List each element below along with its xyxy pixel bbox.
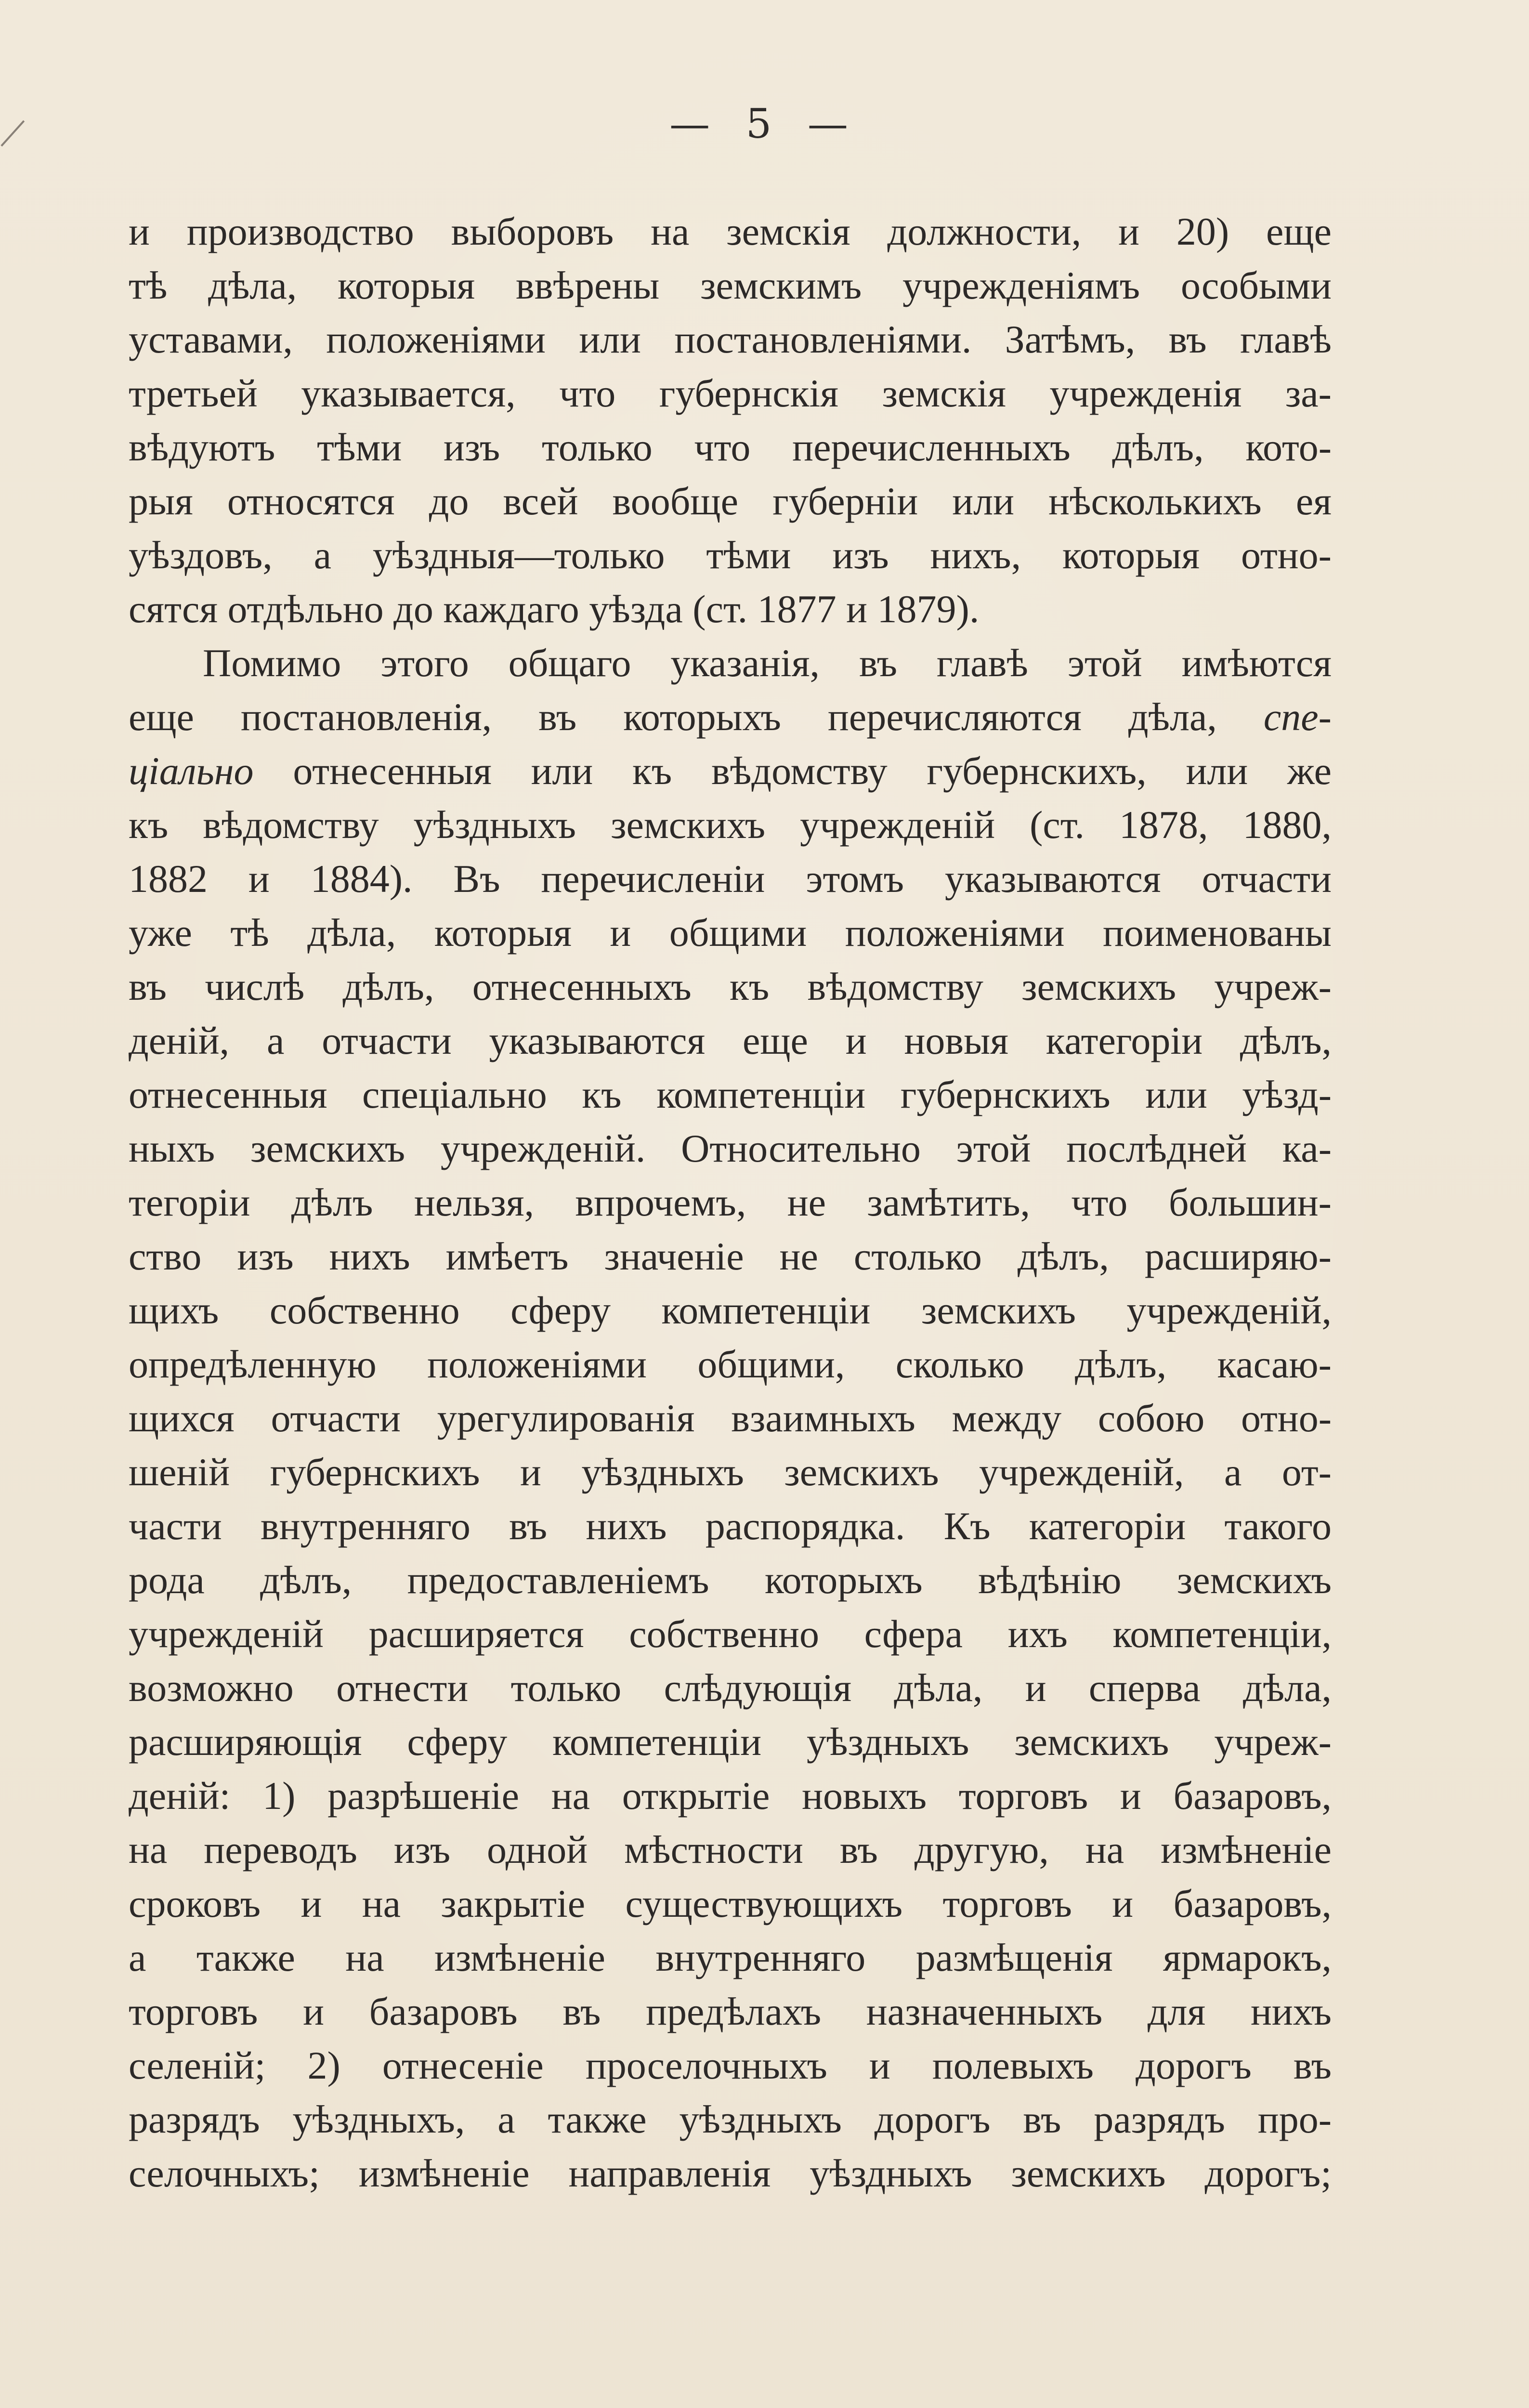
- text-line: вѣдуютъ тѣми изъ только что перечисленныхъ дѣлъ, кото-: [129, 425, 1332, 469]
- text-line: рода дѣлъ, предоставленіемъ которыхъ вѣдѣнію земскихъ: [129, 1558, 1332, 1602]
- text-line: на переводъ изъ одной мѣстности въ другую, на измѣненіе: [129, 1828, 1332, 1871]
- italic-text-segment: ціально: [129, 749, 254, 793]
- text-line: и производство выборовъ на земскія должности, и 20) еще: [129, 209, 1332, 253]
- text-line: отнесенныя спеціально къ компетенціи губернскихъ или уѣзд-: [129, 1073, 1332, 1116]
- text-line: рыя относятся до всей вообще губерніи или нѣсколькихъ ея: [129, 479, 1332, 523]
- text-line: уѣздовъ, а уѣздныя—только тѣми изъ нихъ, которыя отно-: [129, 533, 1332, 577]
- text-line: [129, 690, 1332, 744]
- text-line: въ числѣ дѣлъ, отнесенныхъ къ вѣдомству земскихъ учреж-: [129, 965, 1332, 1008]
- text-line: [129, 744, 1332, 798]
- text-line: части внутренняго въ нихъ распорядка. Къ категоріи такого: [129, 1504, 1332, 1548]
- text-line: опредѣленную положеніями общими, сколько дѣлъ, касаю-: [129, 1342, 1332, 1386]
- text-line: сятся отдѣльно до каждаго уѣзда (ст. 1877 и 1879).: [129, 587, 980, 631]
- text-line: деній, а отчасти указываются еще и новыя категоріи дѣлъ,: [129, 1019, 1332, 1062]
- text-line: учрежденій расширяется собственно сфера ихъ компетенціи,: [129, 1612, 1332, 1656]
- text-line: а также на измѣненіе внутренняго размѣщенія ярмарокъ,: [129, 1936, 1332, 1979]
- text-line: сроковъ и на закрытіе существующихъ торговъ и базаровъ,: [129, 1882, 1332, 1925]
- page-text: [129, 205, 1332, 2200]
- page-number: — 5 —: [669, 100, 860, 147]
- text-line: расширяющія сферу компетенціи уѣздныхъ земскихъ учреж-: [129, 1720, 1332, 1764]
- text-line: 1882 и 1884). Въ перечисленіи этомъ указываются отчасти: [129, 857, 1332, 901]
- text-line: тегоріи дѣлъ нельзя, впрочемъ, не замѣтить, что большин-: [129, 1180, 1332, 1224]
- text-line: ство изъ нихъ имѣетъ значеніе не столько дѣлъ, расширяю-: [129, 1234, 1332, 1278]
- text-line: тѣ дѣла, которыя ввѣрены земскимъ учрежденіямъ особыми: [129, 263, 1332, 307]
- text-line: возможно отнести только слѣдующія дѣла, и сперва дѣла,: [129, 1666, 1332, 1710]
- paragraph-first-line: Помимо этого общаго указанія, въ главѣ этой имѣются: [203, 641, 1332, 685]
- text-line: щихся отчасти урегулированія взаимныхъ между собою отно-: [129, 1396, 1332, 1440]
- text-line: деній: 1) разрѣшеніе на открытіе новыхъ торговъ и базаровъ,: [129, 1774, 1332, 1818]
- text-line: разрядъ уѣздныхъ, а также уѣздныхъ дорогъ въ разрядъ про-: [129, 2097, 1332, 2141]
- text-line: уставами, положеніями или постановленіями. Затѣмъ, въ главѣ: [129, 317, 1332, 361]
- text-line: селочныхъ; измѣненіе направленія уѣздныхъ земскихъ дорогъ;: [129, 2151, 1332, 2195]
- text-line: къ вѣдомству уѣздныхъ земскихъ учрежденій (ст. 1878, 1880,: [129, 803, 1332, 847]
- italic-text-segment: спе-: [1263, 695, 1332, 739]
- text-segment: отнесенныя или къ вѣдомству губернскихъ, или же: [293, 749, 1332, 793]
- text-line: ныхъ земскихъ учрежденій. Относительно этой послѣдней ка-: [129, 1126, 1332, 1170]
- text-line: щихъ собственно сферу компетенціи земскихъ учрежденій,: [129, 1288, 1332, 1332]
- text-line: уже тѣ дѣла, которыя и общими положеніями поименованы: [129, 911, 1332, 955]
- text-line: шеній губернскихъ и уѣздныхъ земскихъ учрежденій, а от-: [129, 1450, 1332, 1494]
- text-segment: еще постановленія, въ которыхъ перечисляются дѣла,: [129, 695, 1217, 739]
- text-line: третьей указывается, что губернскія земскія учрежденія за-: [129, 371, 1332, 415]
- text-line: торговъ и базаровъ въ предѣлахъ назначенныхъ для нихъ: [129, 1989, 1332, 2033]
- text-line: селеній; 2) отнесеніе проселочныхъ и полевыхъ дорогъ въ: [129, 2043, 1332, 2087]
